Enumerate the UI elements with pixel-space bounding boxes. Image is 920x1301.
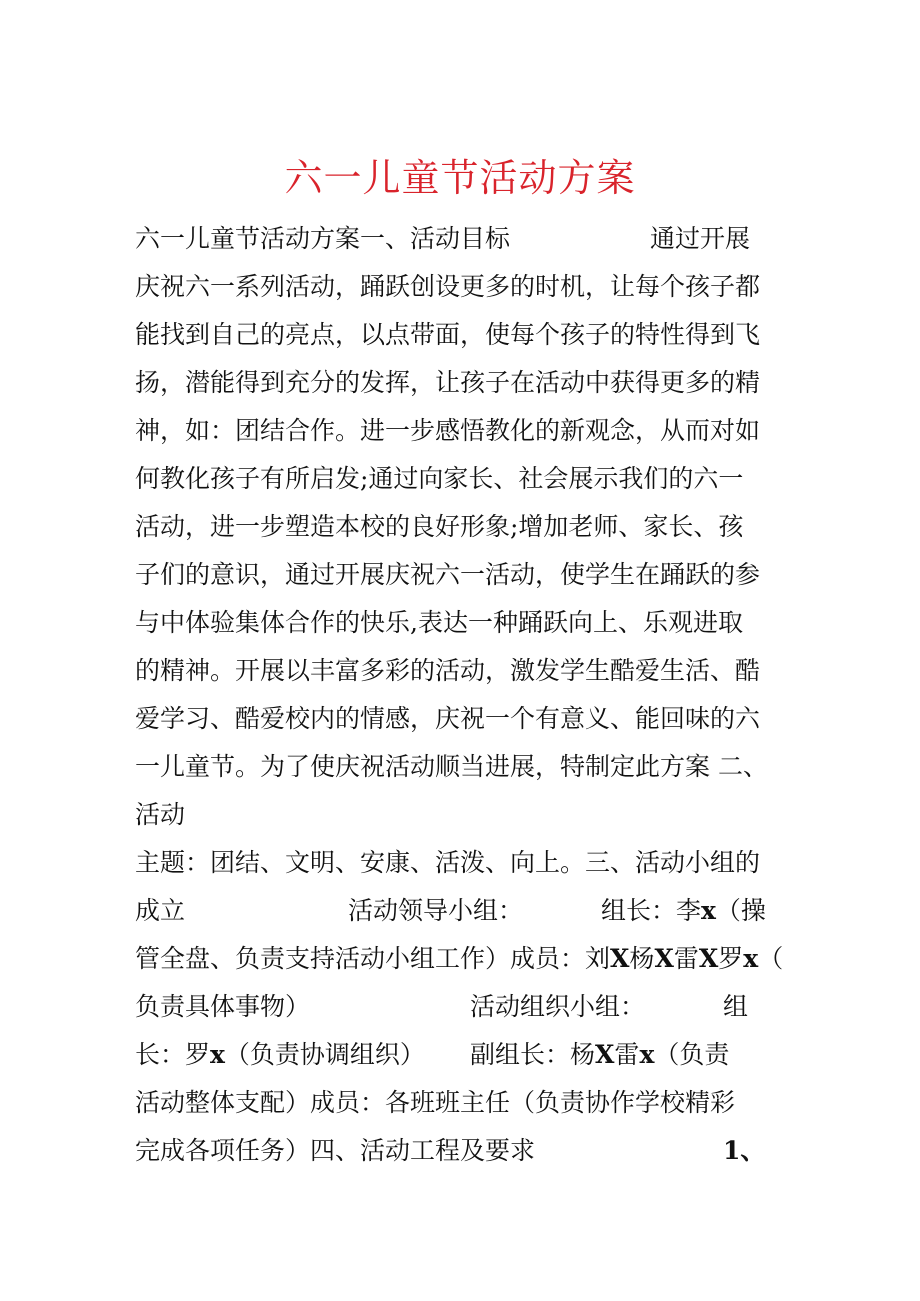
body-line-12: 一儿童节。为了使庆祝活动顺当进展，特制定此方案 二、 bbox=[135, 752, 768, 781]
body-line-4: 扬，潜能得到充分的发挥，让孩子在活动中获得更多的精 bbox=[135, 368, 761, 397]
leader-label: 长：罗 bbox=[135, 1040, 211, 1069]
line-17-text-b: 活动组织小组： bbox=[470, 992, 646, 1021]
placeholder-x: x bbox=[743, 944, 759, 973]
line-1-text-a: 六一儿童节活动方案一、活动目标 bbox=[135, 224, 511, 253]
line-18-text-b bbox=[470, 1031, 729, 1079]
body-line-13: 活动 bbox=[135, 800, 186, 829]
line-17-text-c: 组 bbox=[723, 992, 749, 1021]
placeholder-x: X bbox=[610, 944, 630, 973]
placeholder-x: X bbox=[698, 944, 719, 973]
body-line-7: 活动，进一步塑造本校的良好形象;增加老师、家长、孩 bbox=[135, 512, 744, 541]
line-1-text-b: 通过开展 bbox=[650, 224, 751, 253]
member-name: 雷 bbox=[614, 1040, 640, 1069]
line-16-tail: （ bbox=[758, 944, 784, 973]
body-line-2: 庆祝六一系列活动，踊跃创设更多的时机，让每个孩子都 bbox=[135, 272, 761, 301]
member-name: 杨 bbox=[629, 944, 655, 973]
body-line-8: 子们的意识，通过开展庆祝六一活动，使学生在踊跃的参 bbox=[135, 560, 761, 589]
line-20-text-a: 完成各项任务）四、活动工程及要求 bbox=[135, 1136, 536, 1165]
document-title: 六一儿童节活动方案 bbox=[284, 156, 636, 200]
placeholder-x: x bbox=[639, 1040, 655, 1069]
body-line-9: 与中体验集体合作的快乐,表达一种踊跃向上、乐观进取 bbox=[135, 608, 743, 637]
line-17-text-a: 负责具体事物） bbox=[135, 992, 311, 1021]
line-15-text-a: 成立 bbox=[135, 896, 186, 925]
body-line-3: 能找到自己的亮点，以点带面，使每个孩子的特性得到飞 bbox=[135, 320, 761, 349]
placeholder-x: x bbox=[701, 896, 716, 925]
line-18-text-a bbox=[135, 1031, 425, 1079]
role-note: （负责 bbox=[654, 1040, 730, 1069]
body-line-16 bbox=[135, 935, 783, 983]
body-line-10: 的精神。开展以丰富多彩的活动，激发学生酷爱生活、酷 bbox=[135, 656, 761, 685]
line-15-tail: （操 bbox=[715, 896, 766, 925]
body-line-19: 活动整体支配）成员：各班班主任（负责协作学校精彩 bbox=[135, 1088, 736, 1117]
body-line-11: 爱学习、酷爱校内的情感，庆祝一个有意义、能回味的六 bbox=[135, 704, 761, 733]
placeholder-x: X bbox=[654, 944, 674, 973]
role-note: （负责协调组织） bbox=[224, 1040, 425, 1069]
body-line-6: 何教化孩子有所启发;通过向家长、社会展示我们的六一 bbox=[135, 464, 744, 493]
line-15-text-c bbox=[601, 887, 766, 935]
member-name: 罗 bbox=[718, 944, 744, 973]
member-name: 雷 bbox=[673, 944, 699, 973]
line-15-text-b: 活动领导小组： bbox=[348, 896, 524, 925]
leader-label: 组长：李 bbox=[601, 896, 702, 925]
placeholder-x: X bbox=[595, 1040, 615, 1069]
line-20-text-b: 1、 bbox=[723, 1136, 766, 1165]
placeholder-x: x bbox=[210, 1040, 225, 1069]
vice-leader-label: 副组长：杨 bbox=[470, 1040, 596, 1069]
body-line-5: 神，如：团结合作。进一步感悟教化的新观念，从而对如 bbox=[135, 416, 761, 445]
body-line-14: 主题：团结、文明、安康、活泼、向上。三、活动小组的 bbox=[135, 848, 761, 877]
line-16-text: 管全盘、负责支持活动小组工作）成员：刘 bbox=[135, 944, 611, 973]
